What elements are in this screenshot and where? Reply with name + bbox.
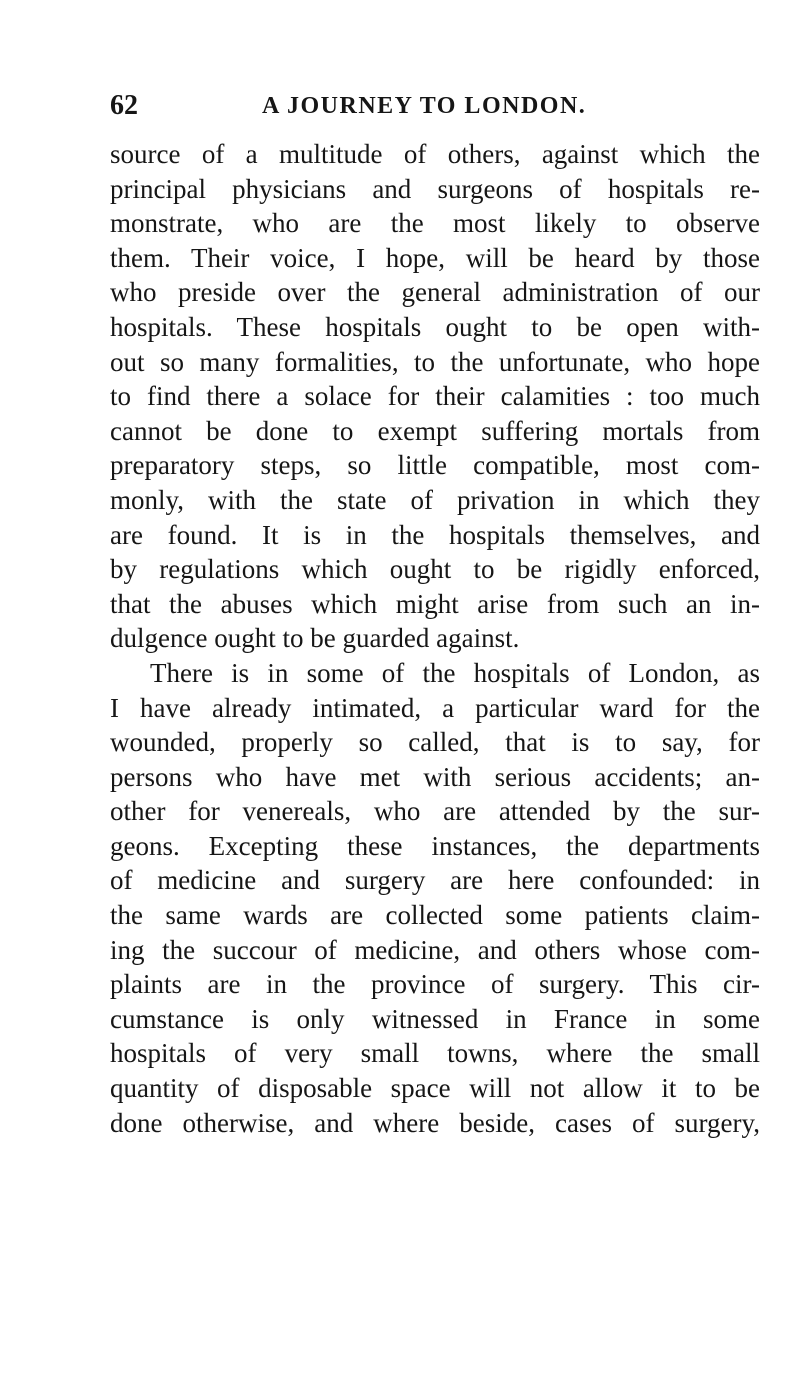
text-line: done otherwise, and where beside, cases of surgery, [110,1107,760,1138]
text-line: are found. It is in the hospitals themselves, and [110,519,760,550]
text-line: quantity of disposable space will not allow it to be [110,1073,760,1104]
text-line: the same wards are collected some patients claim- [110,900,760,931]
text-line: persons who have met with serious accidents; an- [110,761,760,792]
text-line: cumstance is only witnessed in France in some [110,1003,760,1034]
text-line: monstrate, who are the most likely to observe [110,208,760,239]
text-line: other for venereals, who are attended by the sur- [110,796,760,827]
text-line: out so many formalities, to the unfortunate, who hope [110,346,760,377]
text-line: principal physicians and surgeons of hospitals re- [110,173,760,204]
text-line: by regulations which ought to be rigidly enforced, [110,554,760,585]
text-line: hospitals. These hospitals ought to be open with- [110,311,760,342]
text-line-paragraph-end: dulgence ought to be guarded against. [110,623,520,654]
running-head [110,88,760,128]
body-text [110,137,760,1140]
text-line: monly, with the state of privation in which they [110,484,760,515]
text-line: I have already intimated, a particular ward for the [110,692,760,723]
text-line: hospitals of very small towns, where the small [110,1038,760,1069]
text-line: them. Their voice, I hope, will be heard by those [110,242,760,273]
running-title: A JOURNEY TO LONDON. [262,93,587,119]
page-number: 62 [110,90,138,121]
text-line: wounded, properly so called, that is to say, for [110,727,760,758]
text-line: source of a multitude of others, against which the [110,139,760,169]
text-line: who preside over the general administration of our [110,277,760,308]
text-line: geons. Excepting these instances, the departments [110,830,760,861]
text-line: to find there a solace for their calamities : too much [110,381,760,412]
text-line: plaints are in the province of surgery. This cir- [110,969,760,1000]
text-line: cannot be done to exempt suffering mortals from [110,415,760,446]
text-line: of medicine and surgery are here confounded: in [110,865,760,896]
text-line: preparatory steps, so little compatible, most com- [110,450,760,481]
text-line: that the abuses which might arise from such an in- [110,588,760,619]
text-line-paragraph-start: There is in some of the hospitals of London, as [150,657,760,688]
text-line: ing the succour of medicine, and others whose com- [110,934,760,965]
